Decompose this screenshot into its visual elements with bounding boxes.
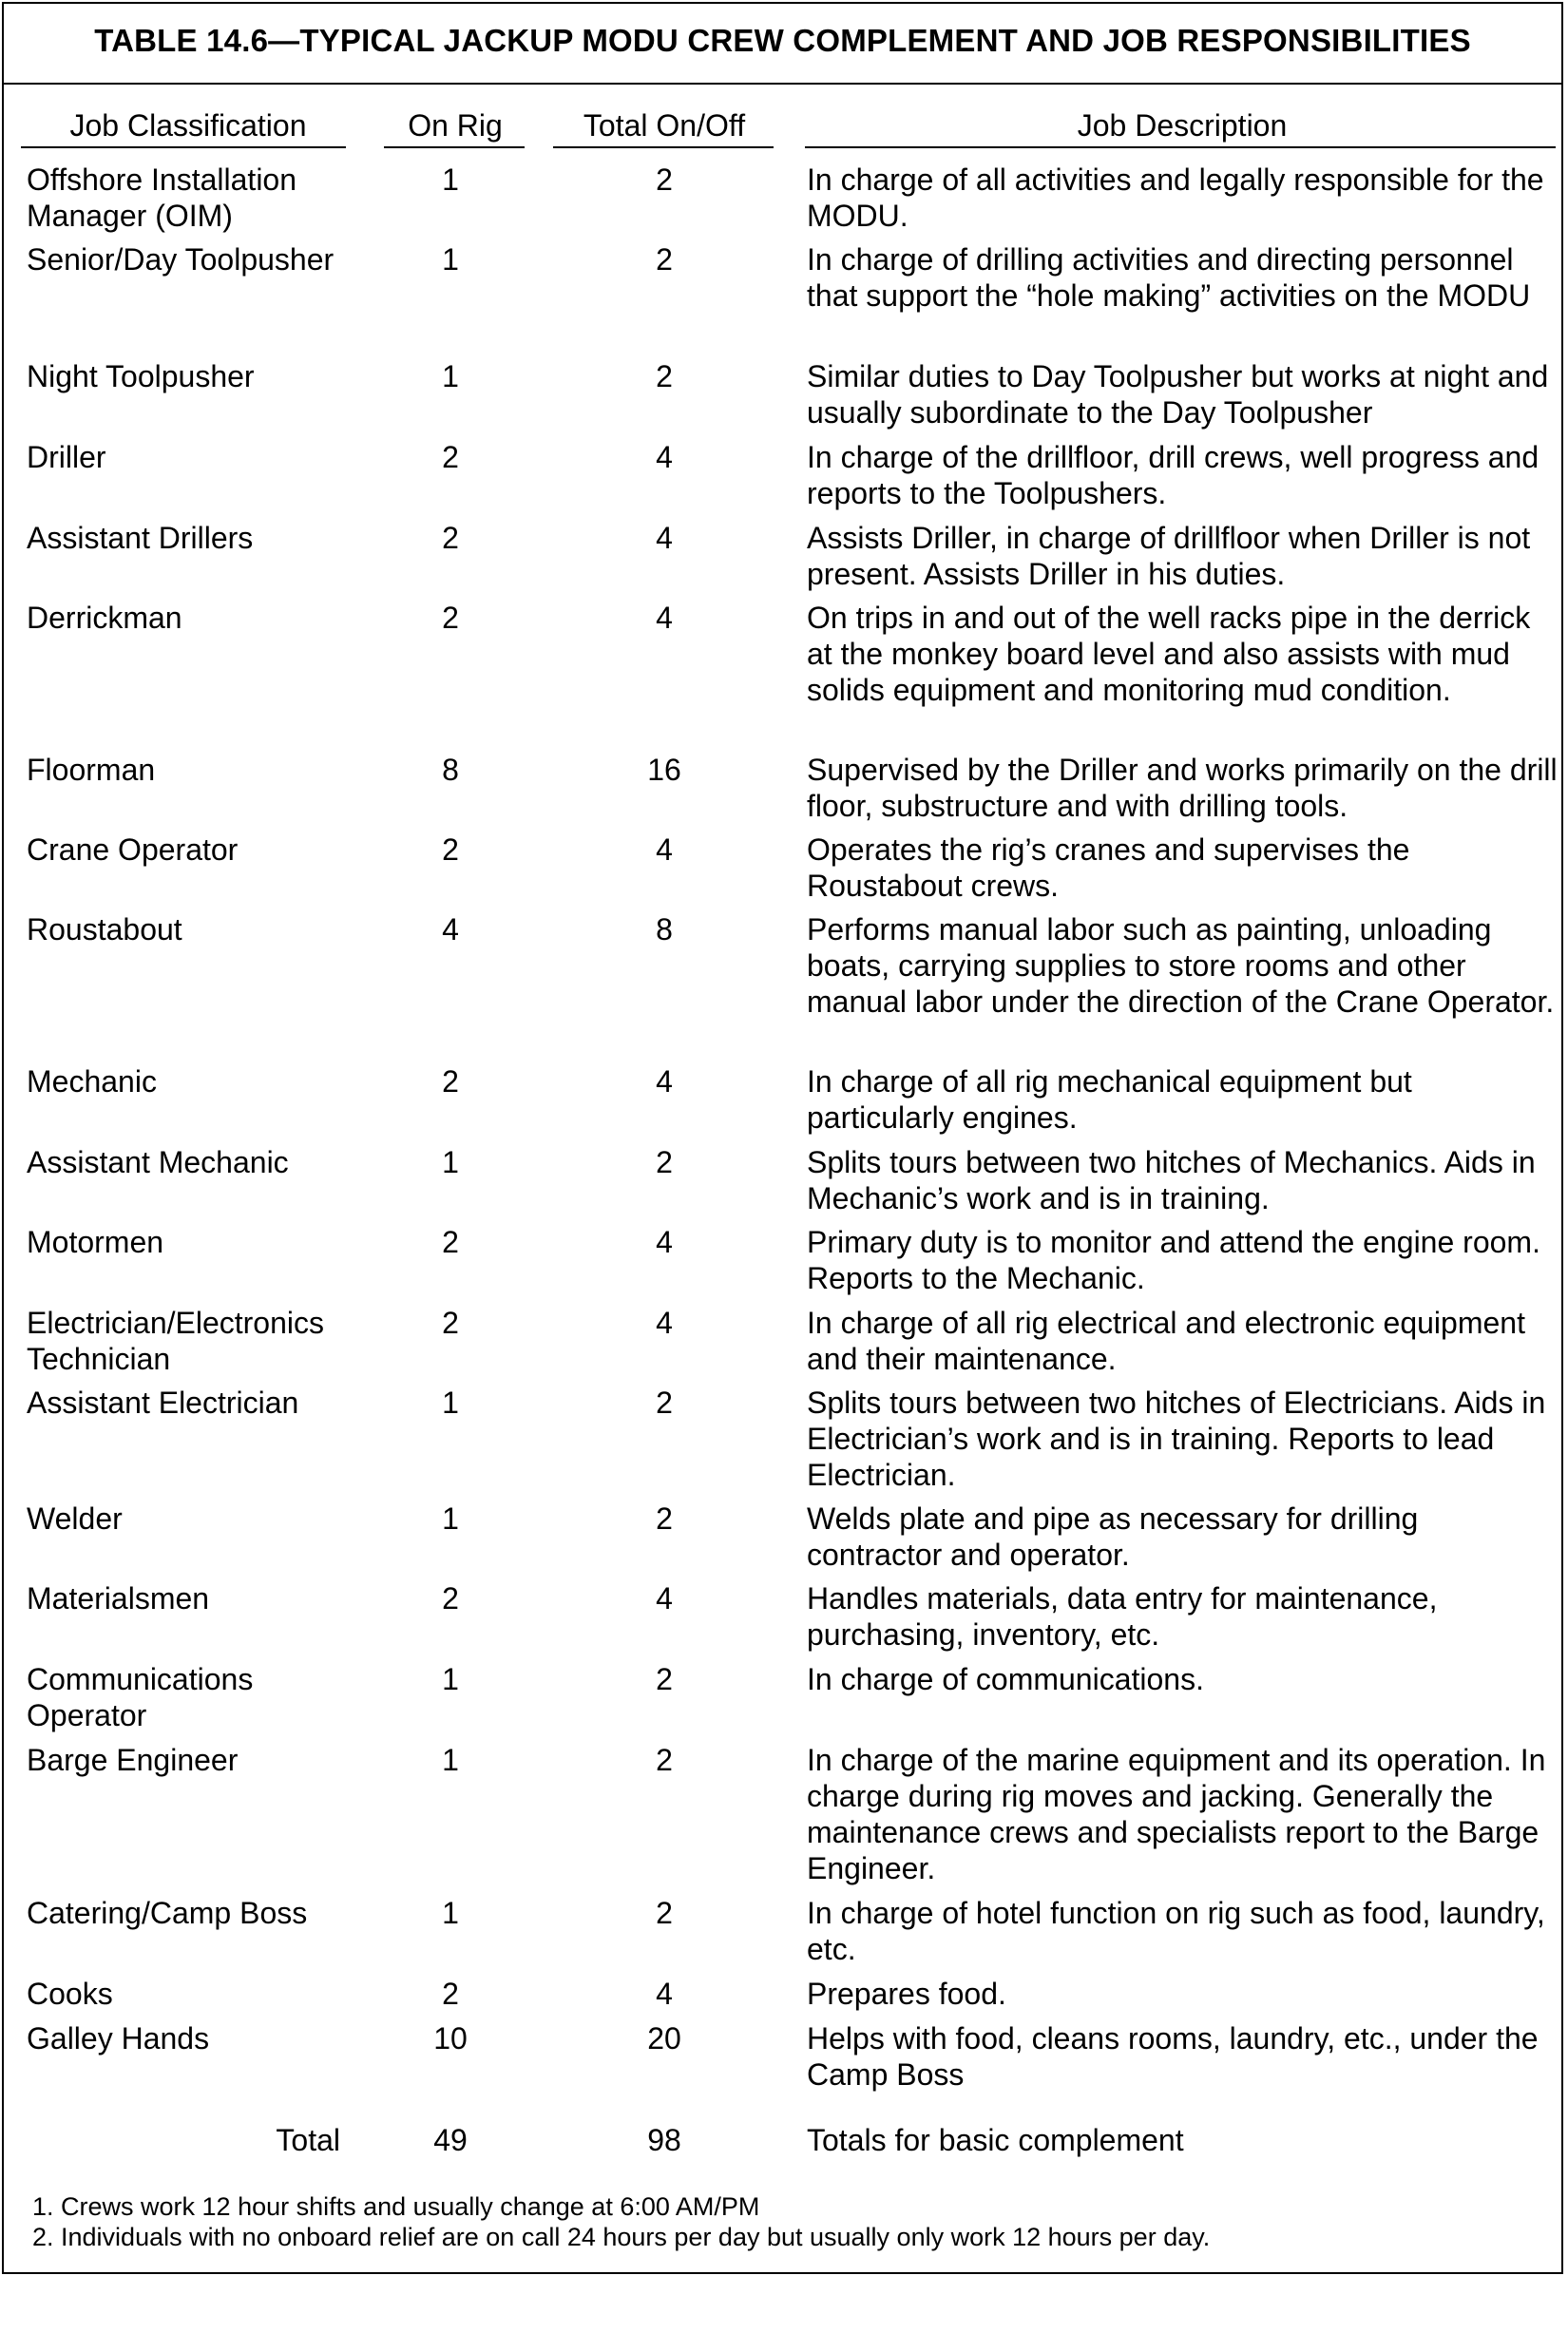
cell-total-on-off: 2 xyxy=(656,1896,673,1930)
cell-total-on-off: 4 xyxy=(656,1225,673,1259)
cell-job-classification: Materialsmen xyxy=(27,1581,210,1616)
cell-total-on-off: 4 xyxy=(656,1306,673,1340)
header-job-classification: Job Classification xyxy=(69,108,307,143)
header-total-on-off: Total On/Off xyxy=(583,108,746,143)
cell-job-classification: Derrickman xyxy=(27,601,182,635)
cell-job-description: Similar duties to Day Toolpusher but works at night and usually subordinate to the Day Toolpusher xyxy=(807,359,1549,430)
cell-job-description: Welds plate and pipe as necessary for drilling contractor and operator. xyxy=(807,1501,1419,1572)
cell-total-on-off: 4 xyxy=(656,521,673,555)
cell-job-description: In charge of all activities and legally responsible for the MODU. xyxy=(807,163,1544,233)
total-on-off: 98 xyxy=(647,2123,681,2157)
cell-job-description: In charge of drilling activities and directing personnel that support the “hole making” activities on the MODU xyxy=(807,242,1531,313)
cell-total-on-off: 8 xyxy=(656,912,673,947)
cell-on-rig: 2 xyxy=(442,521,459,555)
cell-on-rig: 1 xyxy=(442,1743,459,1777)
cell-job-description: Helps with food, cleans rooms, laundry, etc., under the Camp Boss xyxy=(807,2021,1539,2092)
cell-total-on-off: 2 xyxy=(656,1743,673,1777)
cell-on-rig: 1 xyxy=(442,163,459,197)
cell-job-description: In charge of the drillfloor, drill crews, well progress and reports to the Toolpushers. xyxy=(807,440,1539,510)
cell-total-on-off: 2 xyxy=(656,1386,673,1420)
cell-on-rig: 10 xyxy=(433,2021,468,2056)
cell-job-classification: Motormen xyxy=(27,1225,164,1259)
cell-on-rig: 2 xyxy=(442,1306,459,1340)
cell-on-rig: 1 xyxy=(442,242,459,277)
cell-total-on-off: 4 xyxy=(656,1977,673,2011)
cell-job-classification: Night Toolpusher xyxy=(27,359,255,393)
header-rule-job xyxy=(21,146,346,148)
cell-job-description: In charge of hotel function on rig such as food, laundry, etc. xyxy=(807,1896,1545,1966)
header-job-description: Job Description xyxy=(1077,108,1288,143)
cell-job-description: Splits tours between two hitches of Electricians. Aids in Electrician’s work and is in training. Reports to lead Electrician. xyxy=(807,1386,1546,1492)
cell-job-classification: Welder xyxy=(27,1501,123,1536)
cell-job-description: Primary duty is to monitor and attend the engine room. Reports to the Mechanic. xyxy=(807,1225,1540,1295)
cell-on-rig: 1 xyxy=(442,1662,459,1696)
cell-job-classification: Catering/Camp Boss xyxy=(27,1896,308,1930)
cell-on-rig: 1 xyxy=(442,1501,459,1536)
cell-job-description: In charge of the marine equipment and its operation. In charge during rig moves and jacking. Generally the maintenance crews and specialists report to the Barge Engineer. xyxy=(807,1743,1546,1885)
cell-job-description: On trips in and out of the well racks pipe in the derrick at the monkey board level and also assists with mud solids equipment and monitoring mud condition. xyxy=(807,601,1531,707)
cell-job-description: Operates the rig’s cranes and supervises the Roustabout crews. xyxy=(807,832,1410,903)
cell-job-classification: Assistant Electrician xyxy=(27,1386,299,1420)
cell-job-classification: Barge Engineer xyxy=(27,1743,239,1777)
cell-on-rig: 2 xyxy=(442,440,459,474)
cell-job-classification: Assistant Mechanic xyxy=(27,1145,289,1179)
cell-job-description: In charge of all rig mechanical equipment but particularly engines. xyxy=(807,1064,1412,1135)
table-title: TABLE 14.6—TYPICAL JACKUP MODU CREW COMPLEMENT AND JOB RESPONSIBILITIES xyxy=(94,23,1471,58)
cell-total-on-off: 4 xyxy=(656,1064,673,1099)
cell-job-description: In charge of all rig electrical and electronic equipment and their maintenance. xyxy=(807,1306,1525,1376)
cell-job-classification: Mechanic xyxy=(27,1064,157,1099)
cell-job-classification: Electrician/Electronics Technician xyxy=(27,1306,324,1376)
cell-job-description: Assists Driller, in charge of drillfloor when Driller is not present. Assists Driller in his duties. xyxy=(807,521,1531,591)
cell-on-rig: 1 xyxy=(442,1386,459,1420)
cell-on-rig: 1 xyxy=(442,1896,459,1930)
cell-job-classification: Communications Operator xyxy=(27,1662,254,1732)
cell-on-rig: 2 xyxy=(442,1977,459,2011)
cell-total-on-off: 2 xyxy=(656,1501,673,1536)
footnotes xyxy=(32,2191,1210,2252)
cell-total-on-off: 2 xyxy=(656,359,673,393)
cell-job-classification: Crane Operator xyxy=(27,832,239,867)
cell-job-description: In charge of communications. xyxy=(807,1662,1204,1696)
cell-on-rig: 2 xyxy=(442,601,459,635)
cell-on-rig: 2 xyxy=(442,1064,459,1099)
cell-job-description: Prepares food. xyxy=(807,1977,1006,2011)
table-frame xyxy=(2,2,1563,2274)
title-divider xyxy=(4,83,1561,85)
footnote-2: 2. Individuals with no onboard relief are on call 24 hours per day but usually only work 12 hours per day. xyxy=(32,2223,1211,2251)
cell-job-classification: Floorman xyxy=(27,753,156,787)
cell-job-classification: Roustabout xyxy=(27,912,182,947)
cell-job-classification: Offshore Installation Manager (OIM) xyxy=(27,163,297,233)
cell-total-on-off: 2 xyxy=(656,163,673,197)
cell-on-rig: 2 xyxy=(442,1581,459,1616)
cell-job-classification: Cooks xyxy=(27,1977,113,2011)
cell-on-rig: 8 xyxy=(442,753,459,787)
cell-job-description: Handles materials, data entry for maintenance, purchasing, inventory, etc. xyxy=(807,1581,1438,1652)
cell-total-on-off: 4 xyxy=(656,832,673,867)
cell-total-on-off: 2 xyxy=(656,1662,673,1696)
header-rule-total xyxy=(553,146,774,148)
total-label: Total xyxy=(276,2123,340,2157)
header-rule-description xyxy=(805,146,1556,148)
cell-on-rig: 2 xyxy=(442,1225,459,1259)
cell-job-description: Performs manual labor such as painting, unloading boats, carrying supplies to store rooms and other manual labor under the direction of the Crane Operator. xyxy=(807,912,1555,1019)
cell-total-on-off: 4 xyxy=(656,440,673,474)
cell-total-on-off: 2 xyxy=(656,1145,673,1179)
cell-total-on-off: 4 xyxy=(656,1581,673,1616)
total-on-rig: 49 xyxy=(433,2123,468,2157)
cell-on-rig: 1 xyxy=(442,1145,459,1179)
cell-total-on-off: 16 xyxy=(647,753,681,787)
header-on-rig: On Rig xyxy=(408,108,503,143)
cell-job-classification: Assistant Drillers xyxy=(27,521,254,555)
cell-on-rig: 2 xyxy=(442,832,459,867)
cell-total-on-off: 4 xyxy=(656,601,673,635)
cell-job-description: Supervised by the Driller and works primarily on the drill floor, substructure and with drilling tools. xyxy=(807,753,1558,823)
footnote-1: 1. Crews work 12 hour shifts and usually change at 6:00 AM/PM xyxy=(32,2192,760,2221)
cell-job-classification: Galley Hands xyxy=(27,2021,210,2056)
total-description: Totals for basic complement xyxy=(807,2123,1184,2157)
header-rule-on-rig xyxy=(384,146,525,148)
cell-total-on-off: 20 xyxy=(647,2021,681,2056)
cell-job-classification: Driller xyxy=(27,440,106,474)
cell-job-classification: Senior/Day Toolpusher xyxy=(27,242,335,277)
cell-job-description: Splits tours between two hitches of Mechanics. Aids in Mechanic’s work and is in training. xyxy=(807,1145,1536,1215)
cell-total-on-off: 2 xyxy=(656,242,673,277)
cell-on-rig: 1 xyxy=(442,359,459,393)
cell-on-rig: 4 xyxy=(442,912,459,947)
